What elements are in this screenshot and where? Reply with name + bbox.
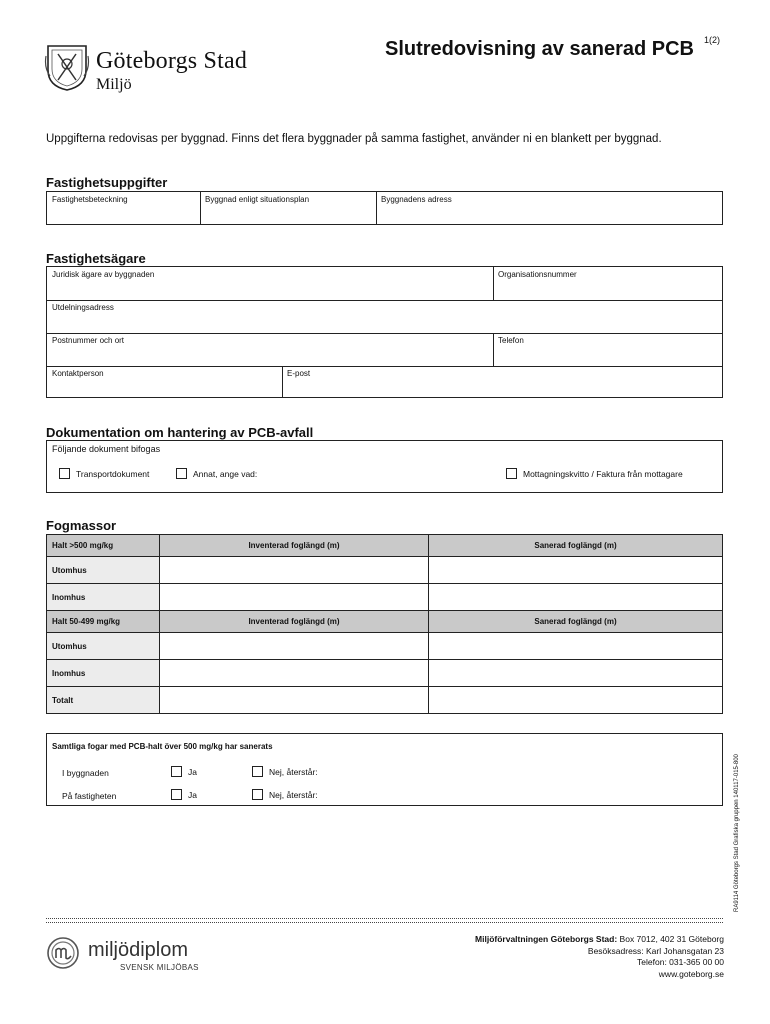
- inventerad-input-cell[interactable]: [160, 687, 429, 714]
- fastigheten-ja-checkbox[interactable]: [171, 789, 182, 800]
- table-row: [47, 584, 723, 611]
- row-label-totalt: Totalt: [47, 687, 160, 714]
- footer-contact-info: [475, 934, 724, 980]
- fastighetsbeteckning-field[interactable]: [47, 192, 200, 224]
- postnummer-ort-field[interactable]: [47, 333, 493, 366]
- table-row: [47, 660, 723, 687]
- transportdokument-option[interactable]: [59, 468, 149, 479]
- sanerad-input-cell[interactable]: [429, 660, 723, 687]
- byggnaden-nej-option[interactable]: [252, 766, 318, 777]
- table-row: [47, 557, 723, 584]
- sanerad-header: Sanerad foglängd (m): [429, 535, 723, 557]
- field-label: E-post: [287, 369, 311, 378]
- page-number: 1(2): [704, 35, 721, 45]
- inventerad-input-cell[interactable]: [160, 557, 429, 584]
- row-label-inomhus: Inomhus: [47, 584, 160, 611]
- byggnaden-ja-checkbox[interactable]: [171, 766, 182, 777]
- halt-50-499-header: Halt 50-499 mg/kg: [47, 611, 160, 633]
- option-label: Nej, återstår:: [269, 789, 318, 800]
- field-label: Postnummer och ort: [52, 336, 125, 345]
- telefon-field[interactable]: [493, 333, 722, 366]
- field-label: Juridisk ägare av byggnaden: [52, 270, 155, 279]
- section-heading-fogmassor: Fogmassor: [46, 518, 117, 533]
- org-name: Göteborgs Stad: [96, 48, 248, 74]
- footer-divider: [46, 918, 723, 923]
- mottagningskvitto-checkbox[interactable]: [506, 468, 517, 479]
- utdelningsadress-field[interactable]: [47, 300, 722, 333]
- byggnadens-adress-field[interactable]: [376, 192, 722, 224]
- form-code-side-text: RA9114 Göteborgs Stad Grafiska gruppen 140117-015-800: [734, 754, 740, 912]
- annat-option[interactable]: [176, 468, 257, 479]
- option-label: Nej, återstår:: [269, 766, 318, 777]
- organisationsnummer-field[interactable]: [493, 267, 722, 300]
- fogmassor-table: [46, 534, 723, 714]
- field-label: Fastighetsbeteckning: [52, 195, 128, 204]
- dokument-subheading: Följande dokument bifogas: [52, 444, 161, 454]
- inventerad-input-cell[interactable]: [160, 584, 429, 611]
- fastighet-box: [46, 191, 723, 225]
- agare-box: [46, 266, 723, 398]
- halt-over-500-header: Halt >500 mg/kg: [47, 535, 160, 557]
- inventerad-input-cell[interactable]: [160, 660, 429, 687]
- row-label-utomhus: Utomhus: [47, 557, 160, 584]
- footer-visit-address: Besöksadress: Karl Johansgatan 23: [587, 945, 724, 956]
- field-label: Byggnadens adress: [381, 195, 452, 204]
- annat-checkbox[interactable]: [176, 468, 187, 479]
- section-heading-dokumentation: Dokumentation om hantering av PCB-avfall: [46, 425, 314, 440]
- transportdokument-checkbox[interactable]: [59, 468, 70, 479]
- sanerad-input-cell[interactable]: [429, 687, 723, 714]
- byggnad-situationsplan-field[interactable]: [200, 192, 376, 224]
- row-label-byggnaden: I byggnaden: [62, 768, 109, 778]
- byggnaden-nej-checkbox[interactable]: [252, 766, 263, 777]
- sanerad-input-cell[interactable]: [429, 633, 723, 660]
- row-label-inomhus: Inomhus: [47, 660, 160, 687]
- org-department: Miljö: [96, 76, 132, 93]
- sanerad-header: Sanerad foglängd (m): [429, 611, 723, 633]
- footer-address: Box 7012, 402 31 Göteborg: [619, 934, 724, 944]
- dokumentation-box: [46, 440, 723, 493]
- sanerad-input-cell[interactable]: [429, 557, 723, 584]
- samtliga-fogar-box: [46, 733, 723, 806]
- inventerad-header: Inventerad foglängd (m): [160, 611, 429, 633]
- table-row: [47, 633, 723, 660]
- inventerad-header: Inventerad foglängd (m): [160, 535, 429, 557]
- option-label: Mottagningskvitto / Faktura från mottagare: [523, 468, 683, 479]
- fastigheten-ja-option[interactable]: [171, 789, 197, 800]
- epost-field[interactable]: [282, 366, 722, 397]
- option-label: Ja: [188, 789, 197, 800]
- option-label: Annat, ange vad:: [193, 468, 258, 479]
- table-row: [47, 687, 723, 714]
- miljodiplom-sub: SVENSK MILJÖBAS: [120, 963, 199, 972]
- field-label: Utdelningsadress: [52, 303, 114, 312]
- field-label: Byggnad enligt situationsplan: [205, 195, 310, 204]
- field-label: Kontaktperson: [52, 369, 104, 378]
- fastigheten-nej-checkbox[interactable]: [252, 789, 263, 800]
- miljodiplom-name: miljödiplom: [88, 939, 189, 961]
- field-label: Organisationsnummer: [498, 270, 577, 279]
- field-label: Telefon: [498, 336, 524, 345]
- inventerad-input-cell[interactable]: [160, 633, 429, 660]
- juridisk-agare-field[interactable]: [47, 267, 493, 300]
- section-heading-agare: Fastighetsägare: [46, 251, 146, 266]
- samtliga-heading: Samtliga fogar med PCB-halt över 500 mg/kg har sanerats: [52, 742, 273, 751]
- row-label-fastigheten: På fastigheten: [62, 791, 117, 801]
- option-label: Ja: [188, 766, 197, 777]
- kontaktperson-field[interactable]: [47, 366, 282, 397]
- mottagningskvitto-option[interactable]: [506, 468, 683, 479]
- goteborg-crest-logo: [44, 42, 90, 92]
- sanerad-input-cell[interactable]: [429, 584, 723, 611]
- intro-text: Uppgifterna redovisas per byggnad. Finns det flera byggnader på samma fastighet, använder ni en blankett per byggnad.: [46, 133, 662, 145]
- section-heading-fastighet: Fastighetsuppgifter: [46, 175, 168, 190]
- footer-website[interactable]: www.goteborg.se: [658, 968, 724, 979]
- document-title: Slutredovisning av sanerad PCB: [385, 38, 694, 60]
- row-label-utomhus: Utomhus: [47, 633, 160, 660]
- footer-phone: Telefon: 031-365 00 00: [637, 957, 724, 967]
- byggnaden-ja-option[interactable]: [171, 766, 197, 777]
- fastigheten-nej-option[interactable]: [252, 789, 318, 800]
- table-header-row: [47, 611, 723, 633]
- footer-org: Miljöförvaltningen Göteborgs Stad:: [475, 934, 618, 944]
- miljodiplom-logo-icon: [46, 936, 80, 970]
- table-header-row: [47, 535, 723, 557]
- option-label: Transportdokument: [76, 468, 150, 479]
